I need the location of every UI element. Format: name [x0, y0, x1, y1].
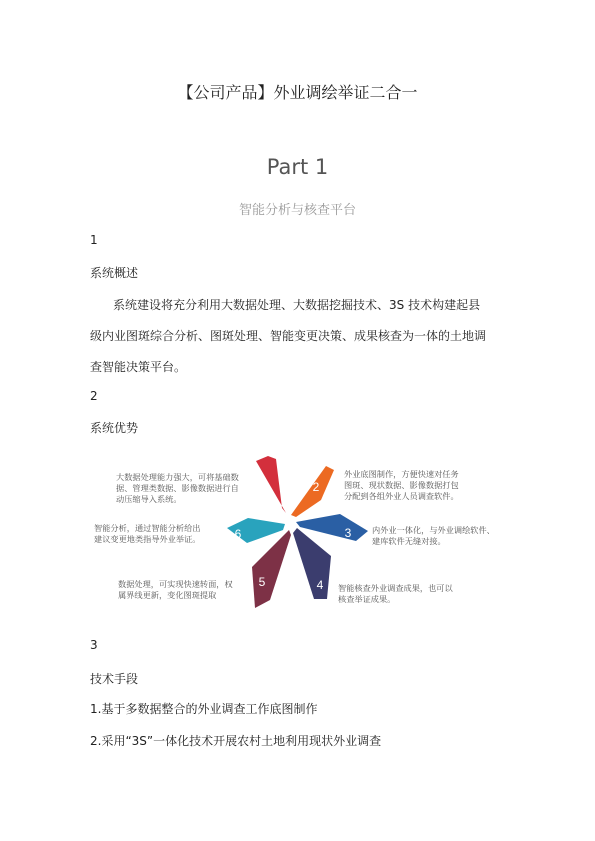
- petal-2: [291, 466, 334, 517]
- petal-label: 4: [316, 578, 324, 592]
- petal-label: 2: [312, 480, 320, 494]
- petal-label: 1: [260, 477, 268, 491]
- petal-description-5: 数据处理，可实现快速转面，权 属界线更新，变化图斑提取: [118, 579, 233, 600]
- document-title: 【公司产品】外业调绘举证二合一: [177, 83, 418, 102]
- section-number: 2: [90, 389, 98, 403]
- petal-description-1: 大数据处理能力强大，可将基础数 据、管理类数据、影像数据进行自 动压缩导入系统。: [116, 472, 239, 504]
- section-heading: 系统概述: [90, 266, 139, 280]
- petal-label: 6: [234, 527, 242, 541]
- section-number: 3: [90, 638, 98, 652]
- petal-description-2: 外业底图制作，方便快速对任务 图斑、现状数据、影像数据打包 分配到各组外业人员调查软件。: [344, 469, 459, 501]
- paragraph-line: 查智能决策平台。: [90, 360, 187, 374]
- paragraph-line: 级内业图斑综合分析、图斑处理、智能变更决策、成果核查为一体的土地调: [90, 329, 487, 343]
- paragraph-line: 系统建设将充分利用大数据处理、大数据挖掘技术、3S 技术构建起县: [113, 298, 481, 312]
- petal-description-4: 智能核查外业调查成果，也可以 核查举证成果。: [338, 583, 453, 604]
- part-title: Part 1: [266, 155, 329, 179]
- part-subtitle: 智能分析与核查平台: [238, 203, 356, 218]
- petal-5: [252, 530, 291, 608]
- petal-description-3: 内外业一体化，与外业调绘软件、 建库软件无缝对接。: [372, 525, 495, 546]
- list-item: 1.基于多数据整合的外业调查工作底图制作: [90, 702, 318, 716]
- petal-description-6: 智能分析，通过智能分析给出 建议变更地类指导外业举证。: [94, 523, 201, 544]
- section-number: 1: [90, 233, 98, 247]
- petal-6: [227, 518, 285, 543]
- section-heading: 技术手段: [90, 672, 139, 686]
- petal-label: 5: [258, 575, 266, 589]
- list-item: 2.采用“3S”一体化技术开展农村土地利用现状外业调查: [90, 734, 382, 748]
- petal-1: [256, 456, 286, 513]
- section-heading: 系统优势: [90, 421, 139, 435]
- petal-4: [293, 528, 331, 599]
- petal-label: 3: [344, 526, 352, 540]
